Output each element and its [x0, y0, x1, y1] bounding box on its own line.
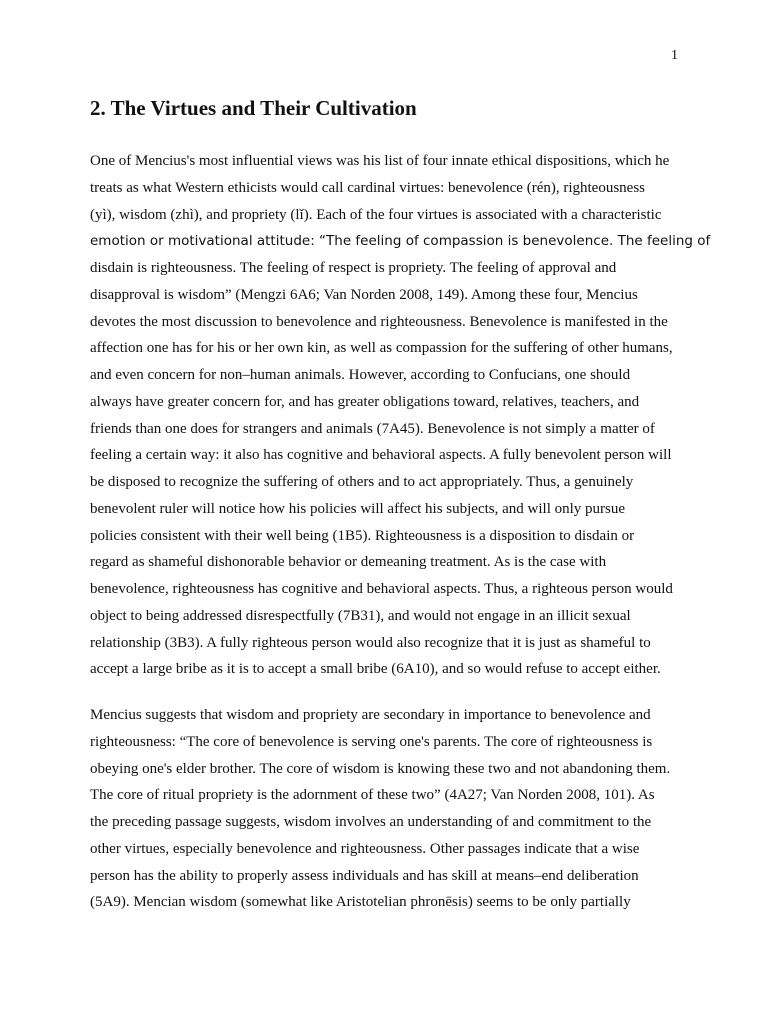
- section-heading: 2. The Virtues and Their Cultivation: [90, 96, 417, 120]
- text-line: disapproval is wisdom” (Mengzi 6A6; Van Norden 2008, 149). Among these four, Mencius: [90, 286, 638, 303]
- text-line: regard as shameful dishonorable behavior or demeaning treatment. As is the case with: [90, 554, 607, 571]
- text-line: person has the ability to properly assess individuals and has skill at means–end deliberation: [90, 867, 639, 884]
- paragraph-1: [90, 148, 710, 683]
- text-line: always have greater concern for, and has greater obligations toward, relatives, teachers, and: [90, 393, 640, 410]
- text-line: and even concern for non–human animals. However, according to Confucians, one should: [90, 367, 631, 383]
- text-line: (yì), wisdom (zhì), and propriety (lǐ). Each of the four virtues is associated with a characteristic: [90, 206, 662, 223]
- text-line: feeling a certain way: it also has cognitive and behavioral aspects. A fully benevolent person will: [90, 447, 672, 464]
- text-line: affection one has for his or her own kin, as well as compassion for the suffering of other humans,: [90, 340, 673, 357]
- text-line: (5A9). Mencian wisdom (somewhat like Aristotelian phronēsis) seems to be only partially: [90, 894, 631, 911]
- text-line: treats as what Western ethicists would call cardinal virtues: benevolence (rén), righteousness: [90, 179, 645, 196]
- text-line: policies consistent with their well being (1B5). Righteousness is a disposition to disdain or: [90, 527, 635, 544]
- text-line: righteousness: “The core of benevolence is serving one's parents. The core of righteousness is: [90, 733, 653, 750]
- text-line: friends than one does for strangers and animals (7A45). Benevolence is not simply a matter of: [90, 420, 655, 437]
- text-line: other virtues, especially benevolence and righteousness. Other passages indicate that a wise: [90, 840, 640, 857]
- text-line: emotion or motivational attitude: “The feeling of compassion is benevolence. The feeling of: [90, 233, 711, 250]
- paragraph-2: [90, 702, 670, 916]
- text-line: The core of ritual propriety is the adornment of these two” (4A27; Van Norden 2008, 101). As: [90, 787, 655, 804]
- text-line: obeying one's elder brother. The core of wisdom is knowing these two and not abandoning them.: [90, 760, 671, 777]
- text-line: object to being addressed disrespectfully (7B31), and would not engage in an illicit sexual: [90, 607, 631, 624]
- text-line: benevolence, righteousness has cognitive and behavioral aspects. Thus, a righteous person would: [90, 581, 673, 597]
- text-line: relationship (3B3). A fully righteous person would also recognize that it is just as shameful to: [90, 634, 651, 651]
- page-number: 1: [671, 48, 678, 63]
- text-line: One of Mencius's most influential views was his list of four innate ethical dispositions, which he: [90, 153, 670, 169]
- text-line: accept a large bribe as it is to accept a small bribe (6A10), and so would refuse to accept either.: [90, 661, 661, 678]
- text-line: be disposed to recognize the suffering of others and to act appropriately. Thus, a genuinely: [90, 474, 634, 490]
- text-line: disdain is righteousness. The feeling of respect is propriety. The feeling of approval and: [90, 260, 617, 276]
- text-line: devotes the most discussion to benevolence and righteousness. Benevolence is manifested in the: [90, 313, 668, 330]
- text-line: Mencius suggests that wisdom and propriety are secondary in importance to benevolence and: [90, 707, 651, 723]
- text-line: benevolent ruler will notice how his policies will affect his subjects, and will only pursue: [90, 500, 626, 517]
- text-line: the preceding passage suggests, wisdom involves an understanding of and commitment to the: [90, 814, 652, 830]
